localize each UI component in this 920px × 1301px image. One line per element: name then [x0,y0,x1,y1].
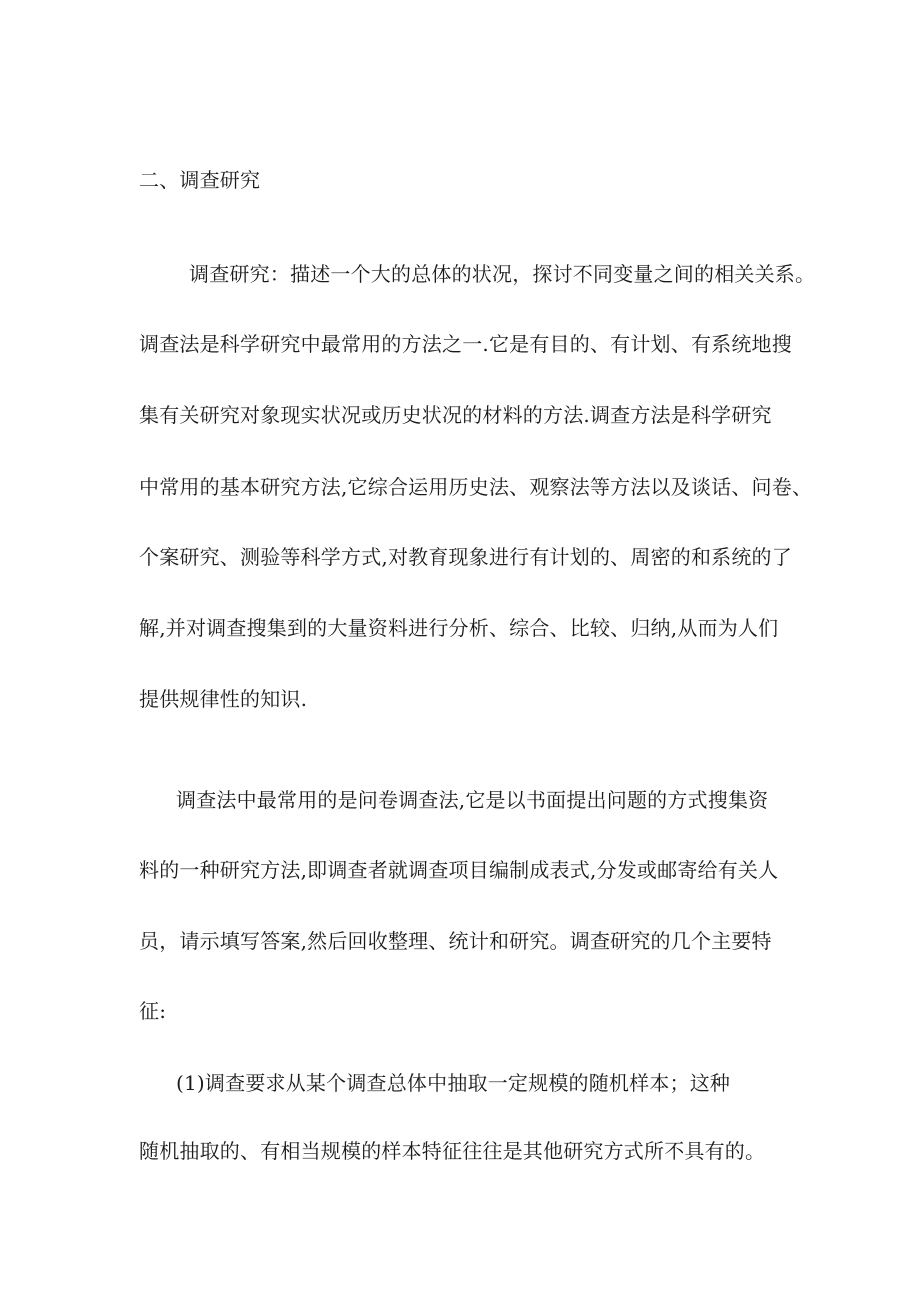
paragraph-2-line-4: 征: [139,999,167,1023]
paragraph-1-line-2: 调查法是科学研究中最常用的方法之一.它是有目的、有计划、有系统地搜 [139,332,792,356]
section-heading: 二、调查研究 [139,168,261,192]
paragraph-1-line-5: 个案研究、测验等科学方式,对教育现象进行有计划的、周密的和系统的了 [139,545,792,569]
paragraph-3-line-2: 随机抽取的、有相当规模的样本特征往往是其他研究方式所不具有的。 [139,1139,766,1163]
paragraph-1-line-1: 调查研究：描述一个大的总体的状况，探讨不同变量之间的相关关系。 [189,262,816,286]
paragraph-1-line-7: 提供规律性的知识. [139,687,308,711]
paragraph-2-line-1: 调查法中最常用的是问卷调查法,它是以书面提出问题的方式搜集资 [176,788,769,812]
paragraph-2-line-3: 员，请示填写答案,然后回收整理、统计和研究。调查研究的几个主要特 [139,929,772,953]
paragraph-2-line-2: 料的一种研究方法,即调查者就调查项目编制成表式,分发或邮寄给有关人 [139,858,779,882]
paragraph-1-line-4: 中常用的基本研究方法,它综合运用历史法、观察法等方法以及谈话、问卷、 [139,475,813,499]
paragraph-1-line-3: 集有关研究对象现实状况或历史状况的材料的方法.调查方法是科学研究 [139,403,772,427]
paragraph-3-line-1: (1)调查要求从某个调查总体中抽取一定规模的随机样本；这种 [176,1071,731,1095]
paragraph-1-line-6: 解,并对调查搜集到的大量资料进行分析、综合、比较、归纳,从而为人们 [139,616,779,640]
